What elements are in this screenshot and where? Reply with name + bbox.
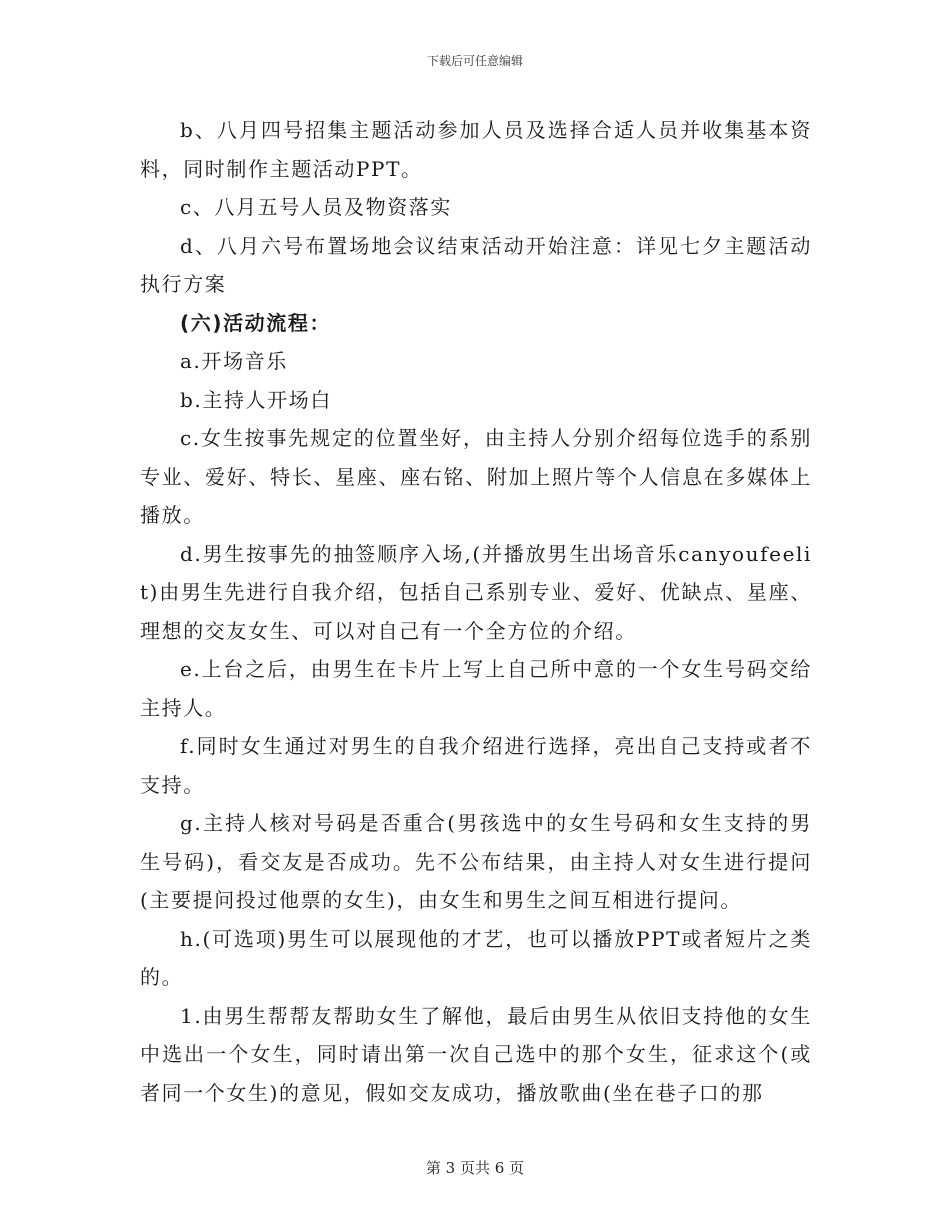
flow-item-g: g.主持人核对号码是否重合(男孩选中的女生号码和女生支持的男生号码)，看交友是否成功。先不公布结果，由主持人对女生进行提问(主要提问投过他票的女生)，由女生和男生之间互相进行提问。 [140,811,812,912]
paragraph-d: d、八月六号布置场地会议结束活动开始注意：详见七夕主题活动执行方案 [140,233,812,296]
flow-item-h: h.(可选项)男生可以展现他的才艺，也可以播放PPT或者短片之类的。 [140,926,812,989]
flow-item-c: c.女生按事先规定的位置坐好，由主持人分别介绍每位选手的系别专业、爱好、特长、星座、座右铭、附加上照片等个人信息在多媒体上播放。 [140,426,812,527]
flow-item-e: e.上台之后，由男生在卡片上写上自己所中意的一个女生号码交给主持人。 [140,657,812,720]
flow-item-d: d.男生按事先的抽签顺序入场,(并播放男生出场音乐canyoufeelit)由男生先进行自我介绍，包括自己系别专业、爱好、优缺点、星座、理想的交友女生、可以对自己有一个全方位的介绍。 [140,541,812,643]
paragraph-b: b、八月四号招集主题活动参加人员及选择合适人员并收集基本资料，同时制作主题活动PPT。 [140,118,812,181]
flow-item-b: b.主持人开场白 [180,387,332,412]
document-body [140,111,812,1112]
flow-item-1: 1.由男生帮帮友帮助女生了解他，最后由男生从依旧支持他的女生中选出一个女生，同时请出第一次自己选中的那个女生，征求这个(或者同一个女生)的意见，假如交友成功，播放歌曲(坐在巷子口的那 [140,1003,812,1105]
section-heading: (六)活动流程： [180,310,332,335]
flow-item-a: a.开场音乐 [180,349,288,373]
page-header: 下载后可任意编辑 [426,54,523,68]
flow-item-f: f.同时女生通过对男生的自我介绍进行选择，亮出自己支持或者不支持。 [140,734,812,797]
paragraph-c: c、八月五号人员及物资落实 [180,195,453,219]
page-footer: 第 3 页共 6 页 [425,1159,525,1177]
